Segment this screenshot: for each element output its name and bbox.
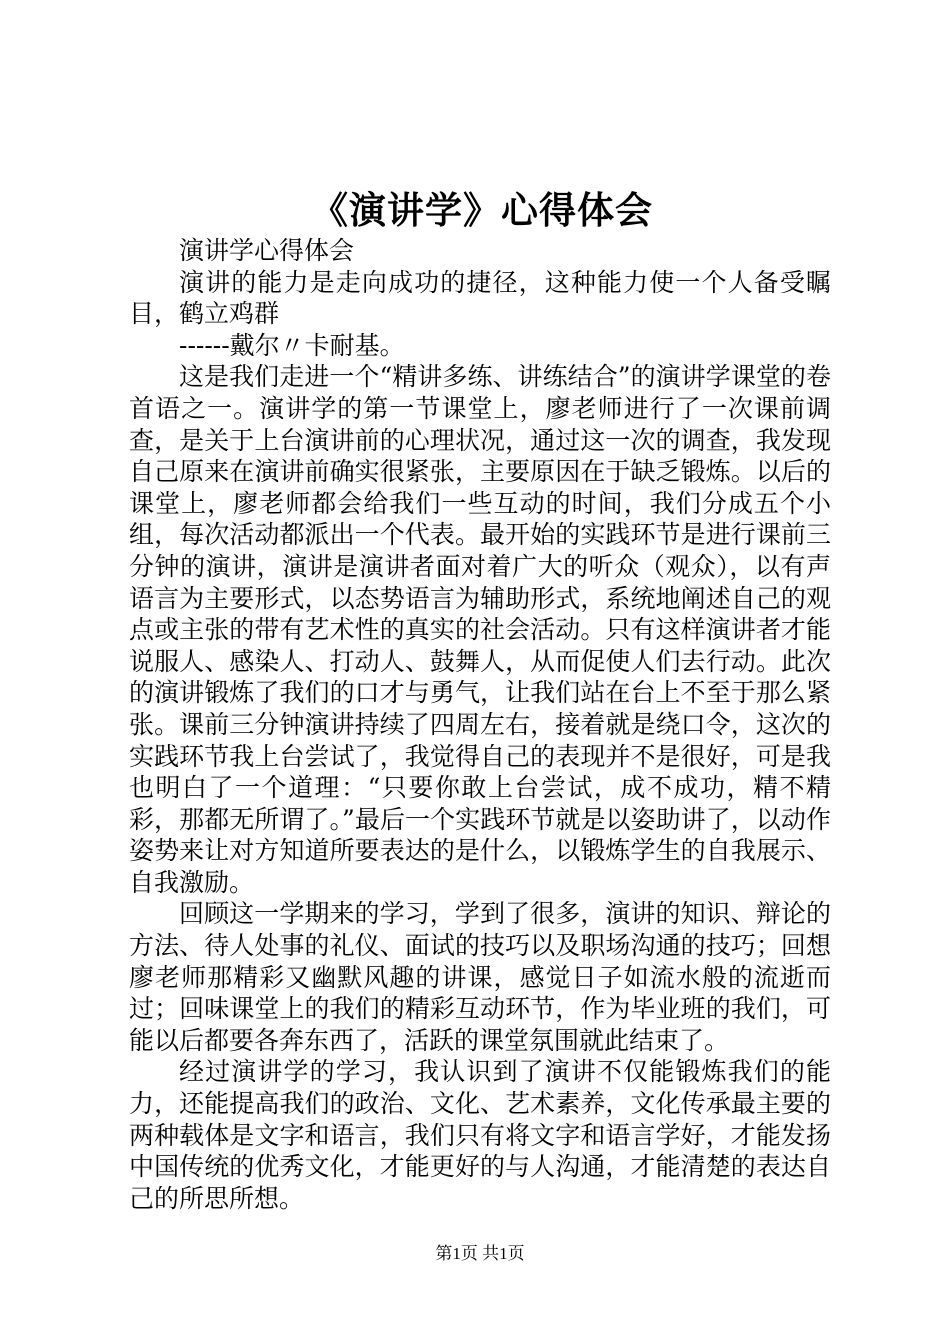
body-paragraph: 这是我们走进一个“精讲多练、讲练结合”的演讲学课堂的卷首语之一。演讲学的第一节课堂上，廖老师进行了一次课前调查，是关于上台演讲前的心理状况，通过这一次的调查，我发现自己原来在演讲前确实很紧张，主要原因在于缺乏锻炼。以后的课堂上，廖老师都会给我们一些互动的时间，我们分成五个小组，每次活动都派出一个代表。最开始的实践环节是进行课前三分钟的演讲，演讲是演讲者面对着广大的听众（观众），以有声语言为主要形式，以态势语言为辅助形式，系统地阐述自己的观点或主张的带有艺术性的真实的社会活动。只有这样演讲者才能说服人、感染人、打动人、鼓舞人，从而促使人们去行动。此次的演讲锻炼了我们的口才与勇气，让我们站在台上不至于那么紧张。课前三分钟演讲持续了四周左右，接着就是绕口令，这次的实践环节我上台尝试了，我觉得自己的表现并不是很好，可是我也明白了一个道理：“只要你敢上台尝试，成不成功，精不精彩，那都无所谓了。”最后一个实践环节就是以姿助讲了，以动作姿势来让对方知道所要表达的是什么，以锻炼学生的自我展示、自我激励。 xyxy=(129,362,831,897)
quote-attribution: ------戴尔〃卡耐基。 xyxy=(179,330,405,360)
page-number-footer: 第1页 共1页 xyxy=(435,1244,525,1263)
body-paragraph: 回顾这一学期来的学习，学到了很多，演讲的知识、辩论的方法、待人处事的礼仪、面试的技巧以及职场沟通的技巧；回想廖老师那精彩又幽默风趣的讲课，感觉日子如流水般的流逝而过；回味课堂上的我们的精彩互动环节，作为毕业班的我们，可能以后都要各奔东西了，活跃的课堂氛围就此结束了。 xyxy=(129,899,831,1055)
body-paragraph: 经过演讲学的学习，我认识到了演讲不仅能锻炼我们的能力，还能提高我们的政治、文化、艺术素养，文化传承最主要的两种载体是文字和语言，我们只有将文字和语言学好，才能发扬中国传统的优秀文化，才能更好的与人沟通，才能清楚的表达自己的所思所想。 xyxy=(129,1057,831,1213)
document-body xyxy=(129,235,831,1214)
document-title: 《演讲学》心得体会 xyxy=(311,188,653,232)
subtitle-paragraph: 演讲学心得体会 xyxy=(179,236,355,265)
quote-paragraph: 演讲的能力是走向成功的捷径，这种能力使一个人备受瞩目，鹤立鸡群 xyxy=(129,267,831,329)
